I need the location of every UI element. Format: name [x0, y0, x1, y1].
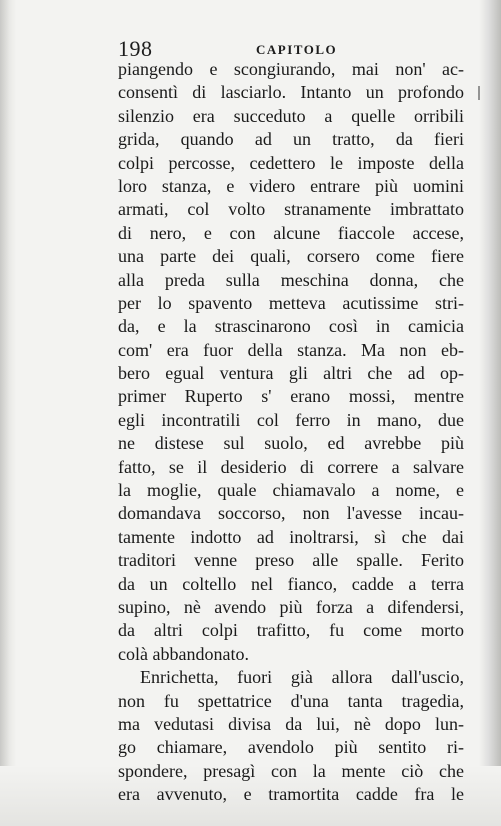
- text-line: ma vedutasi divisa da lui, nè dopo lun-: [118, 713, 464, 734]
- text-line: loro stanza, e videro entrare più uomini: [118, 175, 464, 196]
- text-line: fatto, se il desiderio di correre a salvare: [118, 456, 464, 477]
- page-left-edge-shadow: [0, 0, 16, 826]
- text-line: bero egual ventura gli altri che ad op-: [118, 363, 464, 384]
- text-line: Enrichetta, fuori già allora dall'uscio,: [140, 667, 464, 688]
- page-right-edge-shadow: [479, 0, 501, 826]
- text-line: egli incontratili col ferro in mano, due: [118, 409, 464, 430]
- text-line: piangendo e scongiurando, mai non' ac-: [118, 59, 464, 79]
- paragraph: [118, 666, 464, 806]
- text-line: colpi percosse, cedettero le imposte della: [118, 152, 464, 173]
- text-line: spondere, presagì con la mente ciò che: [118, 760, 464, 781]
- text-line: ne distese sul suolo, ed avrebbe più: [118, 433, 464, 454]
- text-line: consentì di lasciarlo. Intanto un profondo: [118, 82, 464, 103]
- page-number: 198: [118, 36, 153, 61]
- text-line: primer Ruperto s' erano mossi, mentre: [118, 386, 464, 407]
- margin-mark: [478, 86, 480, 100]
- text-line: domandava soccorso, non l'avesse incau-: [118, 503, 464, 524]
- running-head: CAPITOLO: [256, 42, 338, 57]
- text-line: supino, nè avendo più forza a difendersi,: [118, 596, 464, 617]
- text-line: non fu spettatrice d'una tanta tragedia,: [118, 690, 464, 711]
- text-line: armati, col volto stranamente imbrattato: [118, 199, 464, 220]
- text-line: da, e la strascinarono così in camicia: [118, 316, 464, 337]
- text-line: colà abbandonato.: [118, 643, 249, 664]
- text-line: tamente indotto ad inoltrarsi, sì che dai: [118, 526, 464, 547]
- text-line: da un coltello nel fianco, cadde a terra: [118, 573, 464, 594]
- text-line: alla preda sulla meschina donna, che: [118, 269, 464, 290]
- text-line: di nero, e con alcune fiaccole accese,: [118, 222, 464, 243]
- text-line: era avvenuto, e tramortita cadde fra le: [118, 784, 464, 805]
- text-line: da altri colpi trafitto, fu come morto: [118, 620, 464, 641]
- paragraph: [118, 58, 464, 666]
- text-line: com' era fuor della stanza. Ma non eb-: [118, 339, 464, 360]
- text-line: go chiamare, avendolo più sentito ri-: [118, 737, 464, 758]
- text-line: per lo spavento metteva acutissime stri-: [118, 292, 464, 313]
- body-text: [118, 58, 464, 807]
- text-line: la moglie, quale chiamavalo a nome, e: [118, 480, 464, 501]
- text-line: grida, quando ad un tratto, da fieri: [118, 129, 464, 150]
- text-line: una parte dei quali, corsero come fiere: [118, 246, 464, 267]
- text-line: silenzio era succeduto a quelle orribili: [118, 105, 464, 126]
- text-line: traditori venne preso alle spalle. Ferito: [118, 550, 464, 571]
